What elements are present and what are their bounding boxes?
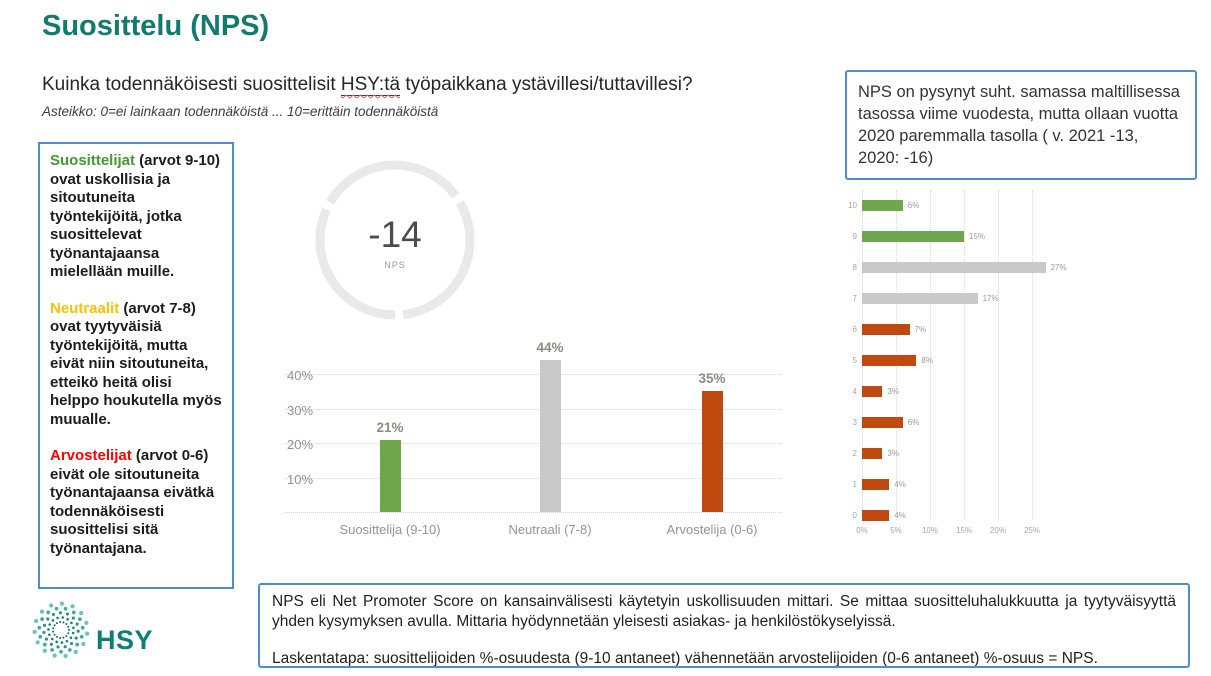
bar (862, 200, 903, 211)
question-suffix: työpaikkana ystävillesi/tuttavillesi? (400, 74, 693, 95)
bar-value-label: 6% (907, 201, 920, 210)
chart-gridline (964, 190, 965, 520)
survey-question (42, 74, 693, 96)
bar-value-label: 3% (887, 387, 899, 396)
bar-value-label: 4% (894, 480, 906, 489)
neutral-keyword: Neutraalit (50, 299, 120, 317)
detractor-keyword: Arvostelijat (50, 447, 132, 464)
nps-legend-box (38, 142, 234, 589)
bar (862, 510, 889, 521)
nps-explanation-box (258, 583, 1190, 668)
y-axis-tick-label: 30% (287, 402, 314, 418)
bar-value-label: 8% (921, 356, 933, 365)
page-title: Suosittelu (NPS) (42, 10, 270, 42)
bar (862, 386, 882, 397)
bar-value-label: 27% (1050, 263, 1067, 272)
bar (540, 360, 561, 512)
bar (862, 231, 964, 242)
y-axis-tick-label: 40% (287, 368, 314, 383)
promoter-text: (arvot 9-10) ovat uskollisia ja sitoutuneita työntekijöitä, jotka suosittelevat työnantajaansa mielellään muille. (50, 152, 221, 280)
scale-note: Asteikko: 0=ei lainkaan todennäköistä ... 10=erittäin todennäköistä (42, 104, 439, 119)
bar-value-label: 35% (698, 371, 726, 387)
bar (380, 440, 401, 512)
score-row-label: 4 (852, 387, 857, 396)
hsy-logo-icon (28, 597, 94, 663)
score-histogram (843, 188, 1088, 548)
gauge-unit-label: NPS (384, 260, 406, 270)
bar (862, 262, 1046, 273)
score-row-label: 1 (852, 480, 857, 489)
x-axis-tick-label: 10% (921, 526, 938, 535)
bar-value-label: 7% (914, 325, 927, 334)
score-row-label: 2 (852, 449, 857, 458)
bar-value-label: 6% (907, 418, 920, 427)
bar (862, 479, 889, 490)
bar (862, 355, 916, 366)
bar-value-label: 21% (376, 419, 404, 435)
detractor-text: (arvot 0-6) eivät ole sitoutuneita työnantajaansa eivätkä todennäköisesti suosittelisi sitä työnantajana. (50, 447, 215, 557)
nps-gauge (313, 158, 477, 322)
score-row-label: 8 (852, 263, 857, 272)
x-axis-category-label: Suosittelija (9-10) (339, 522, 441, 537)
score-row-label: 3 (852, 418, 857, 427)
bar-value-label: 44% (536, 340, 564, 356)
legend-paragraph-detractors (50, 447, 222, 558)
bar-value-label: 3% (887, 449, 899, 458)
bar (862, 448, 882, 459)
x-axis-tick-label: 0% (856, 526, 868, 535)
bar (862, 293, 978, 304)
x-axis-tick-label: 5% (890, 526, 902, 535)
chart-gridline (285, 512, 782, 513)
score-row-label: 6 (852, 325, 857, 334)
x-axis-tick-label: 20% (989, 526, 1006, 535)
x-axis-category-label: Neutraali (7-8) (508, 522, 592, 537)
score-row-label: 7 (852, 294, 857, 303)
bar-value-label: 4% (894, 511, 906, 520)
bar (862, 324, 910, 335)
hsy-logo-text: HSY (96, 625, 154, 655)
x-axis-tick-label: 15% (955, 526, 972, 535)
promoter-keyword: Suosittelijat (50, 152, 136, 169)
legend-paragraph-promoters (50, 152, 222, 282)
trend-note-box: NPS on pysynyt suht. samassa maltillisessa tasossa viime vuodesta, mutta ollaan vuotta 2020 paremmalla tasolla ( v. 2021 -13, 2020: -16) (845, 70, 1197, 180)
hsy-logo (28, 597, 188, 667)
x-axis-tick-label: 25% (1023, 526, 1040, 535)
question-highlight-text: HSY:tä (340, 74, 401, 95)
score-row-label: 9 (852, 232, 857, 241)
x-axis-category-label: Arvostelija (0-6) (666, 522, 758, 537)
bar (862, 417, 903, 428)
chart-gridline (1032, 190, 1033, 520)
neutral-text: (arvot 7-8) ovat tyytyväisiä työntekijöitä, mutta eivät niin sitoutuneita, etteikö heitä olisi helppo houkutella myös muualle. (50, 299, 222, 428)
score-row-label: 5 (852, 356, 857, 365)
nps-calculation-text: Laskentatapa: suosittelijoiden %-osuudesta (9-10 antaneet) vähennetään arvostelijoiden (0-6 antaneet) %-osuus = NPS. (272, 650, 1098, 667)
bar-value-label: 15% (969, 232, 986, 241)
bar (702, 391, 723, 512)
bar-value-label: 17% (982, 294, 999, 303)
question-prefix: Kuinka todennäköisesti suosittelisit (42, 74, 341, 95)
y-axis-tick-label: 10% (287, 471, 314, 487)
distribution-chart (285, 332, 782, 547)
score-row-label: 10 (848, 201, 857, 210)
question-highlight (341, 74, 400, 96)
gauge-value: -14 (368, 214, 422, 255)
score-row-label: 0 (852, 511, 857, 520)
chart-gridline (998, 190, 999, 520)
nps-definition-text: NPS eli Net Promoter Score on kansainvälisesti käytetyin uskollisuuden mittari. Se mittaa suositteluhalukkuutta ja tyytyväisyyttä yhden kysymyksen avulla. Mittaria hyödynnetään yleisesti asiakas- ja henkilöstökyselyissä. (272, 593, 1176, 630)
legend-paragraph-neutrals (50, 300, 222, 430)
y-axis-tick-label: 20% (287, 437, 314, 452)
